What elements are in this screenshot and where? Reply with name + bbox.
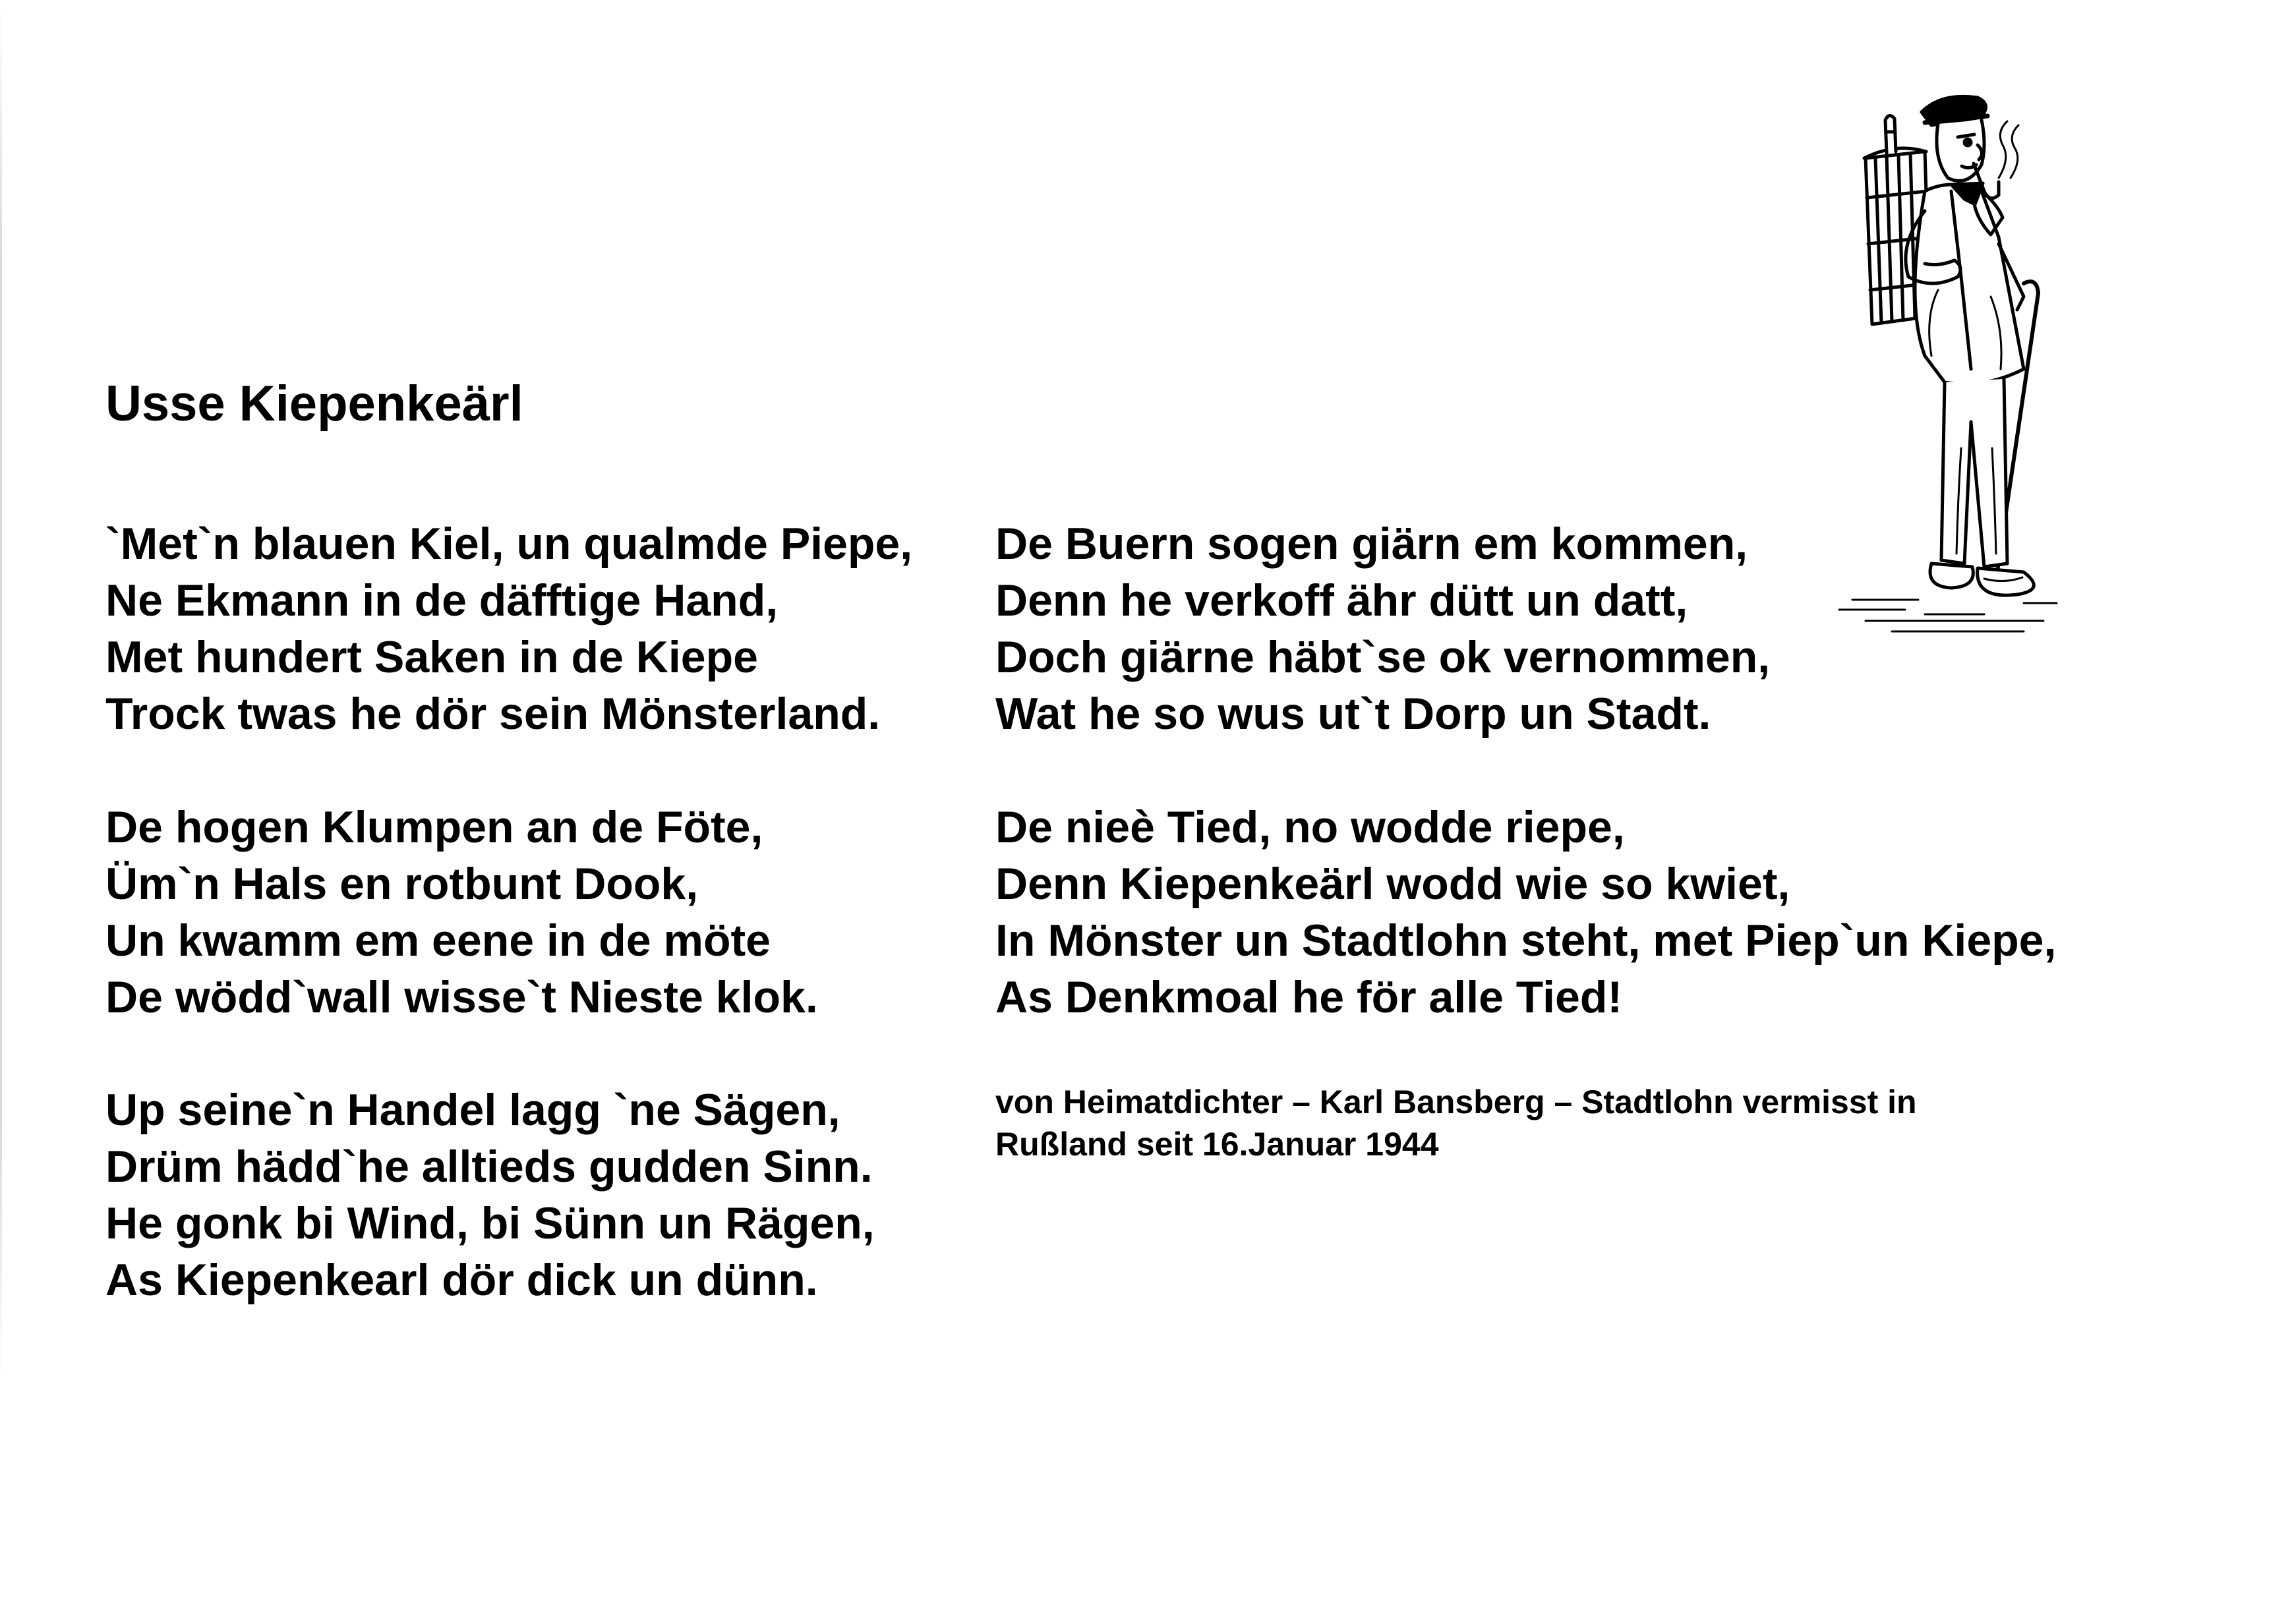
poem-line: Ne Ekmann in de däfftige Hand, [105, 575, 779, 625]
poem-line: De wödd`wall wisse`t Nieste klok. [105, 972, 818, 1022]
poem-line: Up seine`n Handel lagg `ne Sägen, [105, 1085, 840, 1135]
poem-line: De nieè Tied, no wodde riepe, [995, 802, 1625, 852]
poem-line: He gonk bi Wind, bi Sünn un Rägen, [105, 1198, 875, 1248]
poem-line: Üm`n Hals en rotbunt Dook, [105, 859, 699, 909]
credit-line: von Heimatdichter – Karl Bansberg – Stadtlohn vermisst in [995, 1084, 1917, 1120]
poem-line: `Met`n blauen Kiel, un qualmde Piepe, [105, 519, 913, 569]
poem-line: As Denkmoal he för alle Tied! [995, 972, 1623, 1022]
scan-edge [0, 0, 2, 1384]
poem-line: Un kwamm em eene in de möte [105, 915, 771, 966]
clogs-icon [1930, 564, 2034, 595]
stanza-1 [105, 515, 912, 742]
poem-line: Met hundert Saken in de Kiepe [105, 632, 758, 682]
poem-title: Usse Kiepenkeärl [105, 376, 523, 432]
kiepenkerl-peddler-illustration [1826, 79, 2063, 652]
poem-line: De Buern sogen giärn em kommen, [995, 519, 1748, 569]
stanza-5 [995, 799, 2056, 1026]
poem-line: As Kiepenkearl dör dick un dünn. [105, 1255, 818, 1305]
poem-line: Denn he verkoff ähr dütt un datt, [995, 575, 1688, 625]
smock-icon [1906, 183, 2024, 384]
poem-line: Doch giärne häbt`se ok vernommen, [995, 632, 1771, 682]
stanza-3 [105, 1082, 875, 1308]
legs-icon [1941, 379, 2007, 567]
poem-line: Trock twas he dör sein Mönsterland. [105, 689, 881, 739]
ground-icon [1839, 600, 2057, 631]
poem-line: Drüm hädd`he alltieds gudden Sinn. [105, 1142, 873, 1192]
poem-line: De hogen Klumpen an de Föte, [105, 802, 763, 852]
author-credit [995, 1081, 1917, 1165]
poem-line: Denn Kiepenkeärl wodd wie so kwiet, [995, 859, 1790, 909]
poem-line: In Mönster un Stadtlohn steht, met Piep`un Kiepe, [995, 915, 2057, 966]
stanza-4 [995, 515, 1770, 742]
credit-line: Rußland seit 16.Januar 1944 [995, 1126, 1439, 1163]
poem-line: Wat he so wus ut`t Dorp un Stadt. [995, 689, 1711, 739]
stanza-2 [105, 799, 818, 1026]
